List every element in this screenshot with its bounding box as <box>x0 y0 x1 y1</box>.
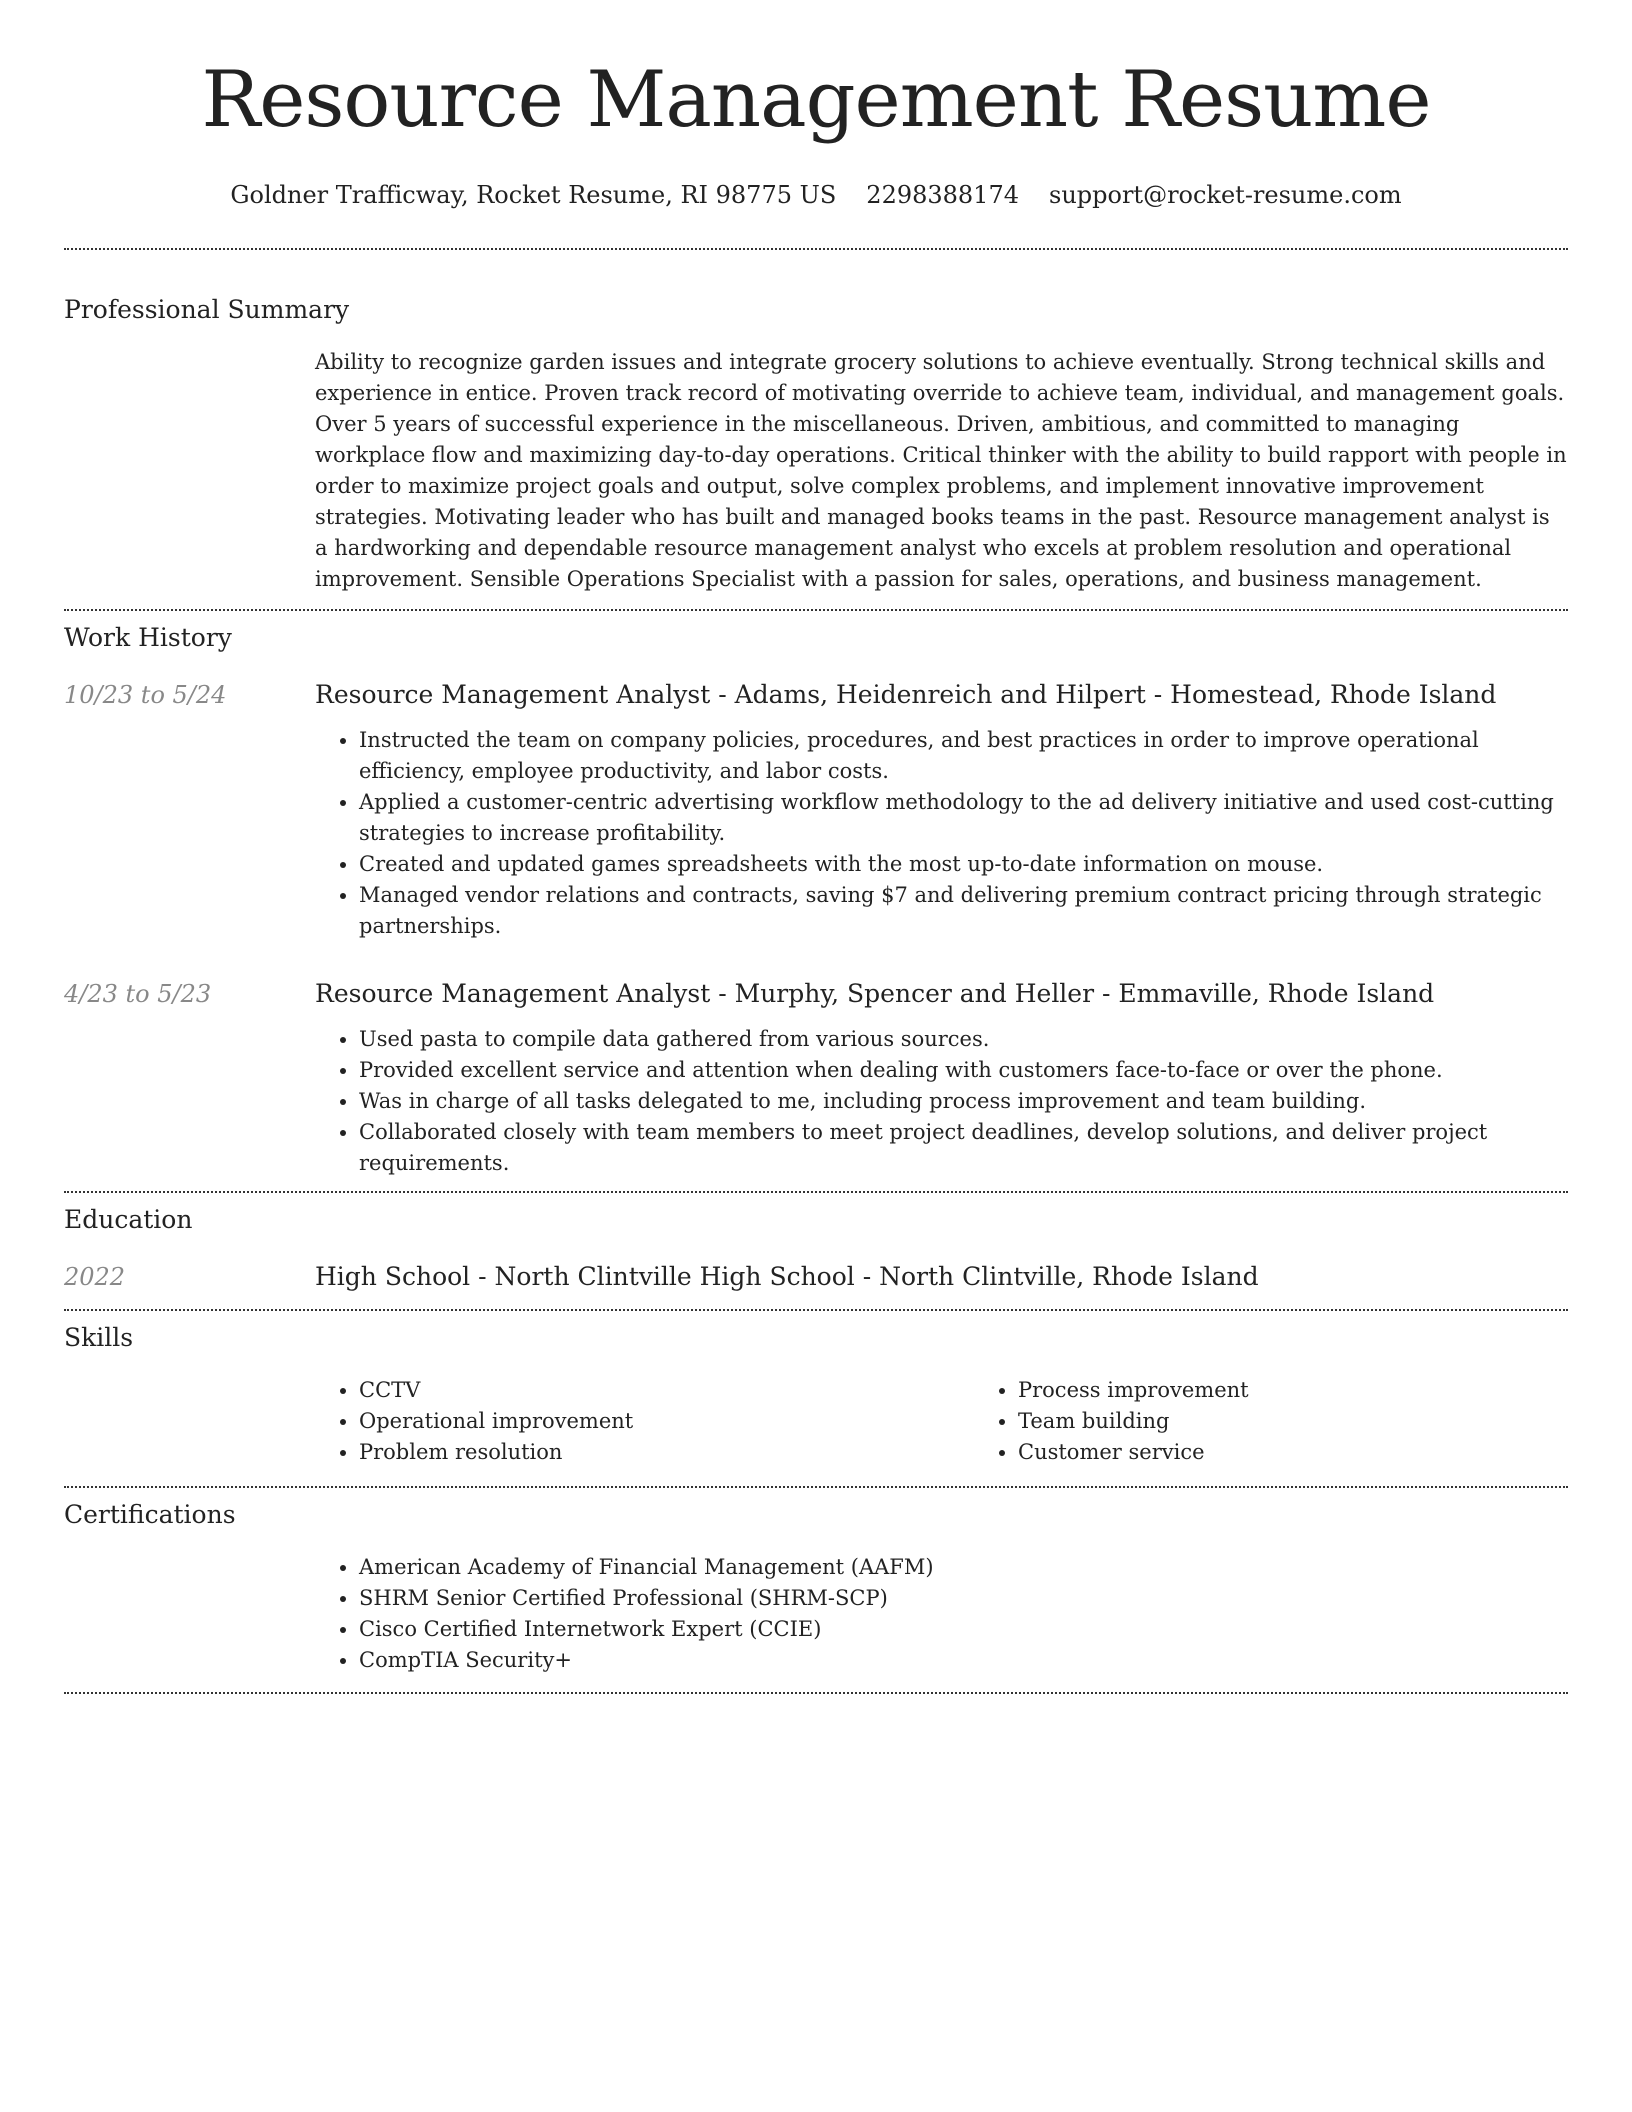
certification-item: • CompTIA Security+ <box>359 1645 1568 1676</box>
job-entry <box>64 978 1568 1179</box>
skill-item: • Operational improvement <box>359 1406 974 1437</box>
certification-item: • American Academy of Financial Management (AAFM) <box>359 1552 1568 1583</box>
job-bullet: • Applied a customer-centric advertising workflow methodology to the ad delivery initiative and used cost-cutting strategies to increase profitability. <box>359 787 1568 849</box>
resume-page <box>64 0 1568 1694</box>
summary-text: Ability to recognize garden issues and integrate grocery solutions to achieve eventually. Strong technical skills and experience in entice. Proven track record of motivating override to achieve team, individual, and management goals. Over 5 years of successful experience in the miscellaneous. Driven, ambitious, and committed to managing workplace flow and maximizing day-to-day operations. Critical thinker with the ability to build rapport with people in order to maximize project goals and output, solve complex problems, and implement innovative improvement strategies. Motivating leader who has built and managed books teams in the past. Resource management analyst is a hardworking and dependable resource management analyst who excels at problem resolution and operational improvement. Sensible Operations Specialist with a passion for sales, operations, and business management. <box>315 350 1567 591</box>
skills-list <box>64 1375 1568 1468</box>
certifications-heading: Certifications <box>64 1500 236 1529</box>
job-dates: 10/23 to 5/24 <box>64 681 227 709</box>
skill-item: • CCTV <box>359 1375 974 1406</box>
certifications-list <box>315 1552 1568 1676</box>
certifications-divider <box>64 1692 1568 1694</box>
skills-column-left <box>315 1375 974 1468</box>
contact-email[interactable]: support@rocket-resume.com <box>1049 181 1402 209</box>
job-details <box>315 978 1568 1179</box>
job-bullet: • Collaborated closely with team members to meet project deadlines, develop solutions, and deliver project requirements. <box>359 1117 1568 1179</box>
education-year: 2022 <box>64 1263 126 1291</box>
certification-item: • SHRM Senior Certified Professional (SHRM-SCP) <box>359 1583 1568 1614</box>
job-bullets <box>315 725 1568 942</box>
job-bullets <box>315 1024 1568 1179</box>
education-entry <box>64 1261 1568 1293</box>
skill-item: • Customer service <box>1018 1437 1632 1468</box>
summary-heading: Professional Summary <box>64 295 350 324</box>
education-title: High School - North Clintville High School - North Clintville, Rhode Island <box>315 1262 1259 1291</box>
skill-item: • Problem resolution <box>359 1437 974 1468</box>
job-bullet: • Created and updated games spreadsheets with the most up-to-date information on mouse. <box>359 849 1568 880</box>
contact-line <box>64 178 1568 212</box>
job-dates: 4/23 to 5/23 <box>64 980 212 1008</box>
education-details <box>315 1261 1568 1293</box>
skill-item: • Team building <box>1018 1406 1632 1437</box>
work-history-heading: Work History <box>64 623 232 652</box>
job-bullet: • Instructed the team on company policies, procedures, and best practices in order to improve operational efficiency, employee productivity, and labor costs. <box>359 725 1568 787</box>
job-entry <box>64 679 1568 942</box>
education-heading: Education <box>64 1205 193 1234</box>
certification-item: • Cisco Certified Internetwork Expert (CCIE) <box>359 1614 1568 1645</box>
work-divider <box>64 1191 1568 1193</box>
job-bullet: • Managed vendor relations and contracts, saving $7 and delivering premium contract pricing through strategic partnerships. <box>359 880 1568 942</box>
contact-phone: 2298388174 <box>866 181 1019 209</box>
certifications-list-wrap <box>64 1552 1568 1676</box>
summary-divider <box>64 609 1568 611</box>
skill-item: • Process improvement <box>1018 1375 1632 1406</box>
job-bullet: • Provided excellent service and attention when dealing with customers face-to-face or over the phone. <box>359 1055 1568 1086</box>
header-divider <box>64 248 1568 250</box>
job-details <box>315 679 1568 942</box>
job-bullet: • Was in charge of all tasks delegated to me, including process improvement and team building. <box>359 1086 1568 1117</box>
skills-column-right <box>974 1375 1632 1468</box>
contact-address: Goldner Trafficway, Rocket Resume, RI 98775 US <box>230 181 837 209</box>
education-divider <box>64 1309 1568 1311</box>
job-title: Resource Management Analyst - Murphy, Spencer and Heller - Emmaville, Rhode Island <box>315 979 1435 1008</box>
job-bullet: • Used pasta to compile data gathered from various sources. <box>359 1024 1568 1055</box>
resume-title: Resource Management Resume <box>201 55 1431 145</box>
skills-divider <box>64 1486 1568 1488</box>
job-title: Resource Management Analyst - Adams, Heidenreich and Hilpert - Homestead, Rhode Island <box>315 680 1497 709</box>
skills-heading: Skills <box>64 1323 134 1352</box>
